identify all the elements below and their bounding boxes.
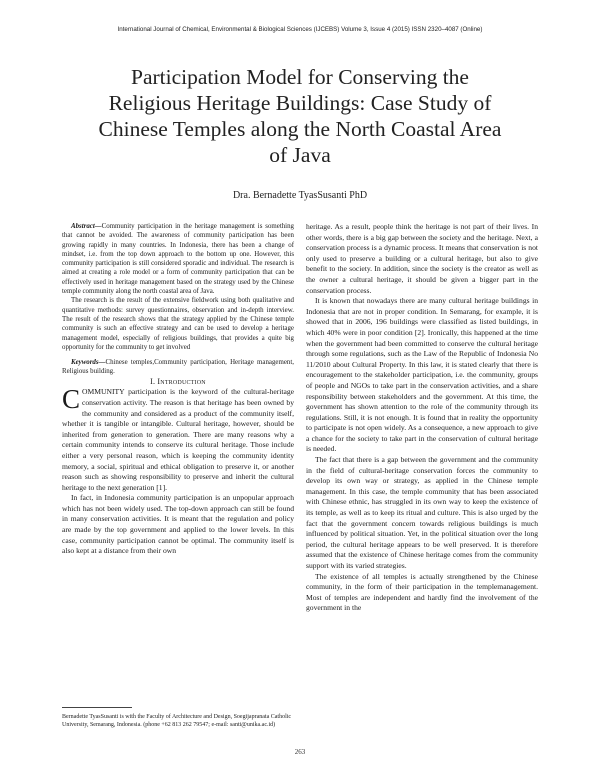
- intro-paragraph: In fact, in Indonesia community participation is an unpopular approach which has not been widely used. The top-down approach can still be found in many conservation activities. It is meant that the regulation and policy are made by the top government and applied to the lower levels. In this case, community participation cannot be optimal. The community itself is also kept at a distance from their own: [62, 493, 294, 556]
- keywords-text: Chinese temples,Community participation, Heritage management, Religious building.: [62, 359, 294, 376]
- title-line: of Java: [269, 143, 331, 167]
- intro-first-word: OMMUNITY: [82, 387, 125, 397]
- keywords-label: Keywords: [71, 359, 99, 367]
- title-line: Participation Model for Conserving the: [131, 65, 469, 89]
- author-name: Dra. Bernadette TyasSusanti PhD: [232, 190, 368, 201]
- body-paragraph: The fact that there is a gap between the government and the community in the field of cultural-heritage conservation forces the community to develop its own way or strategy, as applied in the Chinese temple management. In this case, the temple community that has been associated with Chinese ethnic, has struggled in its own way to keep the existence of its temple, as well as to keep its ritual and culture. This is also urged by the fact that the government concern towards religious buildings is much influenced by political situation. Yet, in the political situation over the long period, the cultural heritage appears to be well preserved. It is therefore assumed that the existence of Chinese heritage comes from the community support with its varied strategies.: [306, 455, 538, 570]
- abstract-paragraph: The research is the result of the extensive fieldwork using both qualitative and quantitative methods: survey questionnaires, observation and in-depth interview. The result of the research shows that the strategy applied by the Chinese temple community is such an effective strategy and can be used to develop a heritage management model, especially of religious buildings, that provides a quite big opportunity for the community to get involved: [62, 297, 294, 351]
- footnote-rule: [62, 707, 132, 708]
- footnote: Bernadette TyasSusanti is with the Faculty of Architecture and Design, Soegijapranata Catholic University, Semarang, Indonesia. (phone +62 813 262 79547; e-mail: santi@unika.ac.id): [62, 714, 292, 729]
- body-paragraph: heritage. As a result, people think the heritage is not part of their lives. In other words, there is a big gap between the society and the heritage. Next, a conservation process is a dynamic process. It means that conservation is not only used to preserve a building or a cultural heritage, but also to give benefit to the society. In addition, since the society is the creator as well as the owner a cultural heritage, it should be given a bigger part in the conservation process.: [306, 222, 538, 295]
- abstract-label: Abstract: [71, 223, 95, 230]
- intro-text: participation is the keyword of the cultural-heritage conservation activity. The reason is that heritage has been owned by the community and considered as a product of the community itself, whether it is tangible or intangible. Cultural heritage, however, should be inherited from generation to generation. There are many reasons why a certain community intends to conserve its cultural heritage. Those include either a very personal reason, which is keeping the community identity memory, a social, spiritual and ethical obligation to preserve it, or another reason such as showing responsibility to preserve and inherit the cultural heritage to the next generation [1].: [62, 387, 294, 492]
- right-column: [306, 222, 538, 614]
- title-line: Chinese Temples along the North Coastal Area: [98, 117, 502, 141]
- abstract-dash: —: [94, 223, 102, 230]
- paper-title: [40, 64, 560, 168]
- journal-header: International Journal of Chemical, Environmental & Biological Sciences (IJCEBS) Volume 3, Issue 4 (2015) ISSN 2320–4087 (Online): [117, 26, 483, 33]
- keywords-dash: —: [98, 359, 106, 367]
- page-number: 263: [294, 748, 306, 756]
- section-heading: I. Introduction: [150, 376, 206, 386]
- title-line: Religious Heritage Buildings: Case Study of: [108, 91, 492, 115]
- body-paragraph: The existence of all temples is actually strengthened by the Chinese community, in the form of their participation in the templemanagement. Most of temples are independent and hardly find the involvement of the government in the: [306, 571, 538, 613]
- drop-cap: C: [62, 384, 81, 415]
- abstract-paragraph: [62, 222, 294, 296]
- body-paragraph: It is known that nowadays there are many cultural heritage buildings in Indonesia that are not in proper condition. In Semarang, for example, it is showed that in 2006, 196 buildings were classified as listed buildings, in which 40% were in poor condition [2]. Ironically, this happened at the time when the government had been committed to conserve the cultural heritage through some regulations, such as the Law of the Republic of Indonesia No 11/2010 about Cultural Property. In this law, it is stated clearly that there is encouragement to the stakeholder participation, i.e. the community, groups of people and NGOs to take part in the conservation activities, and a share responsibility between stakeholders and the government. At this time, the government has shown attention to the role of the community through its regulations. Still, it is not enough. It is found that in reality the opportunity to participate is not open widely. As a consequence, a new approach to give a chance for the society to take part in the conservation of cultural heritage is needed.: [306, 296, 538, 454]
- left-column: [62, 222, 294, 557]
- keywords: [62, 358, 294, 377]
- intro-paragraph: [62, 384, 294, 493]
- abstract: [62, 222, 294, 377]
- abstract-text: Community participation in the heritage management is something that cannot be avoided. The awareness of community participation has been growing rapidly in many countries. In Indonesia, there has been a change of mindset, i.e. from the top down approach to the bottom up one. However, this community participation is still considered sporadic and individual. The research is aimed at creating a role model or a form of community participation that can be effectively used in heritage management based on the strategy used by the Chinese temple community along the north coastal area of Java.: [62, 223, 294, 296]
